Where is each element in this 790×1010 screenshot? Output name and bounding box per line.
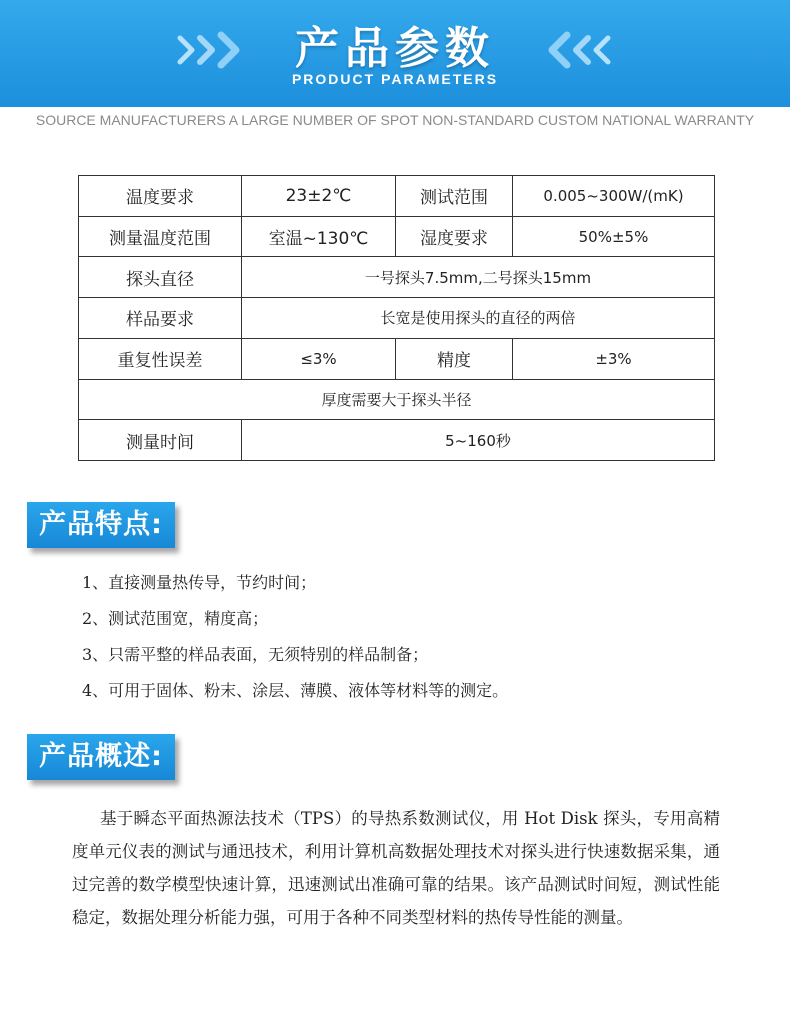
header-banner (0, 0, 790, 107)
list-item: 1、直接测量热传导，节约时间； (82, 573, 317, 592)
table-cell: 温度要求 (79, 176, 242, 217)
table-cell: 23±2℃ (242, 176, 396, 217)
table-row (79, 257, 715, 298)
table-cell: 长宽是使用探头的直径的两倍 (242, 298, 715, 339)
table-cell: 厚度需要大于探头半径 (79, 379, 715, 420)
table-cell: 探头直径 (79, 257, 242, 298)
parameters-table (78, 175, 715, 461)
table-cell: ≤3% (242, 338, 396, 379)
table-cell: 样品要求 (79, 298, 242, 339)
table-cell: 0.005~300W/(mK) (513, 176, 715, 217)
features-list (82, 570, 742, 714)
overview-paragraph: 基于瞬态平面热源法技术（TPS）的导热系数测试仪，用 Hot Disk 探头，专用高精度单元仪表的测试与通迅技术，利用计算机高数据处理技术对探头进行快速数据采集，通过完善的数学模型快速计算，迅速测试出准确可靠的结果。该产品测试时间短，测试性能稳定，数据处理分析能力强，可用于各种不同类型材料的热传导性能的测量。 (72, 809, 720, 927)
table-row (79, 176, 715, 217)
tagline: SOURCE MANUFACTURERS A LARGE NUMBER OF SPOT NON-STANDARD CUSTOM NATIONAL WARRANTY (35, 112, 755, 128)
table-cell: 5~160秒 (242, 420, 715, 461)
chevron-left-triple-icon (543, 30, 613, 70)
overview-heading: 产品概述: (27, 734, 175, 780)
page-title: 产品参数 (295, 23, 495, 74)
page-subtitle: PRODUCT PARAMETERS (291, 71, 499, 87)
table-cell: 室温~130℃ (242, 216, 396, 257)
list-item: 3、只需平整的样品表面，无须特别的样品制备； (82, 645, 429, 664)
table-cell: 重复性误差 (79, 338, 242, 379)
table-cell: 一号探头7.5mm,二号探头15mm (242, 257, 715, 298)
table-row (79, 298, 715, 339)
table-row (79, 216, 715, 257)
table-cell: 测量时间 (79, 420, 242, 461)
table-row (79, 338, 715, 379)
table-cell: 测试范围 (396, 176, 513, 217)
features-heading: 产品特点: (27, 502, 175, 548)
table-cell: 50%±5% (513, 216, 715, 257)
table-row (79, 379, 715, 420)
table-cell: 精度 (396, 338, 513, 379)
list-item: 4、可用于固体、粉末、涂层、薄膜、液体等材料等的测定。 (82, 681, 509, 700)
list-item: 2、测试范围宽，精度高； (82, 609, 269, 628)
table-cell: 湿度要求 (396, 216, 513, 257)
table-cell: 测量温度范围 (79, 216, 242, 257)
table-row (79, 420, 715, 461)
table-cell: ±3% (513, 338, 715, 379)
